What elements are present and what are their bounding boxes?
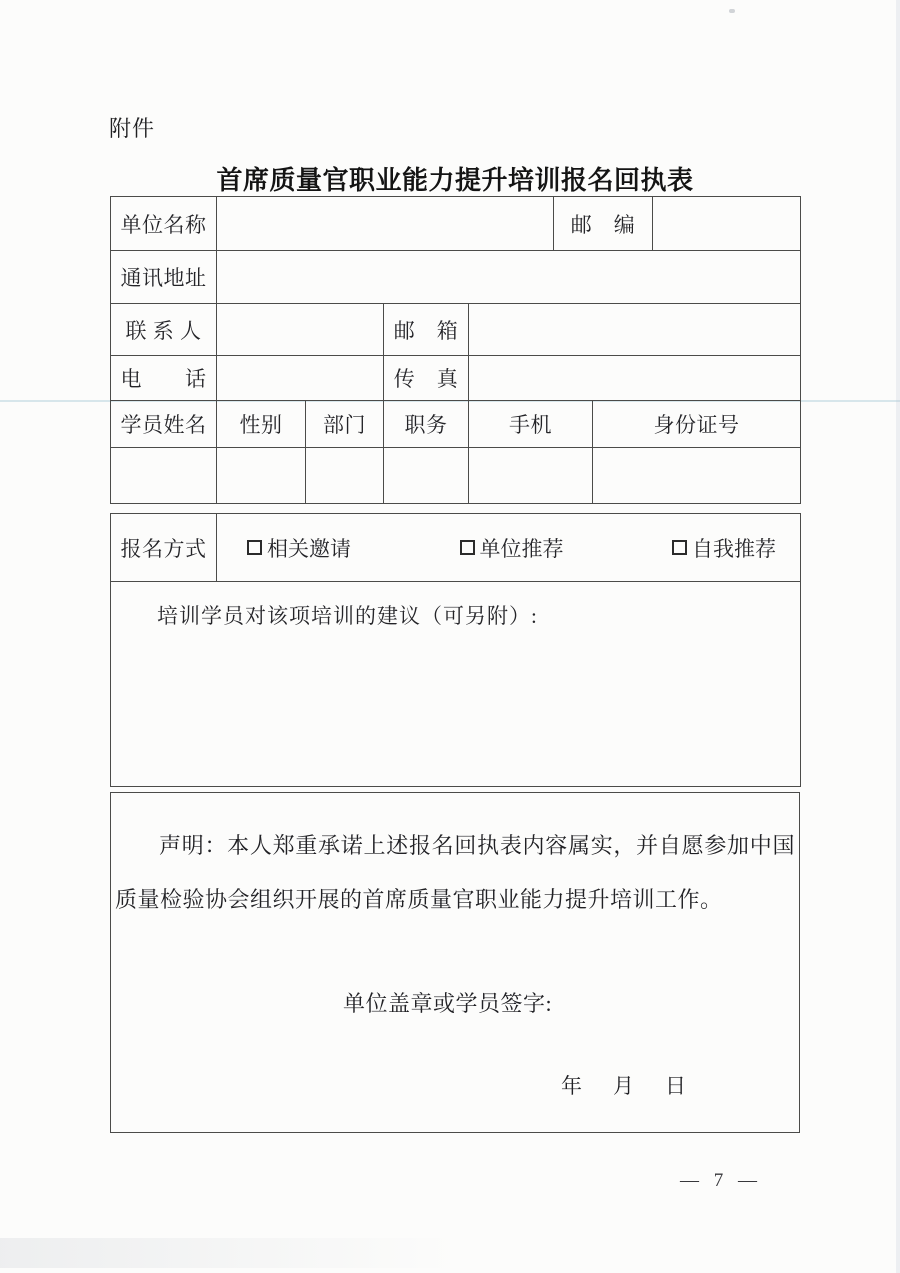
- page-number: — 7 —: [680, 1170, 762, 1191]
- registration-options-cell: [217, 514, 801, 582]
- student-id-number-field[interactable]: [593, 448, 801, 504]
- contact-person-field[interactable]: [217, 304, 384, 356]
- students-header-row: [111, 401, 801, 448]
- option-invitation[interactable]: [247, 533, 351, 563]
- registration-method-row: [111, 514, 801, 582]
- student-position-field[interactable]: [384, 448, 469, 504]
- suggestion-area[interactable]: [111, 582, 801, 787]
- declaration-box: [110, 792, 800, 1133]
- checkbox-unit-recommendation-icon[interactable]: [460, 540, 475, 555]
- date-line[interactable]: 年 月 日: [561, 1074, 691, 1098]
- signature-label[interactable]: 单位盖章或学员签字:: [343, 991, 553, 1016]
- fax-label: 传 真: [384, 356, 469, 401]
- header-department: 部门: [306, 401, 384, 448]
- option-invitation-label: 相关邀请: [267, 536, 351, 561]
- scan-speck: [729, 9, 735, 13]
- attachment-label: 附件: [109, 116, 156, 141]
- contact-person-row: [111, 304, 801, 356]
- registration-options: [217, 533, 800, 563]
- registration-table: [110, 513, 801, 787]
- student-mobile-field[interactable]: [469, 448, 593, 504]
- phone-label: 电 话: [111, 356, 217, 401]
- fax-field[interactable]: [469, 356, 801, 401]
- header-mobile: 手机: [469, 401, 593, 448]
- header-position: 职务: [384, 401, 469, 448]
- postal-code-field[interactable]: [653, 197, 801, 251]
- header-gender: 性别: [217, 401, 306, 448]
- form-title: 首席质量官职业能力提升培训报名回执表: [216, 165, 694, 195]
- unit-name-field[interactable]: [217, 197, 554, 251]
- phone-field[interactable]: [217, 356, 384, 401]
- student-name-field[interactable]: [111, 448, 217, 504]
- address-label: 通讯地址: [111, 251, 217, 304]
- header-id-number: 身份证号: [593, 401, 801, 448]
- address-field[interactable]: [217, 251, 801, 304]
- checkbox-invitation-icon[interactable]: [247, 540, 262, 555]
- contact-info-table: [110, 196, 801, 504]
- option-self-recommendation[interactable]: [672, 533, 776, 563]
- declaration-text: 声明：本人郑重承诺上述报名回执表内容属实，并自愿参加中国质量检验协会组织开展的首席质量官职业能力提升培训工作。: [115, 833, 795, 912]
- address-row: [111, 251, 801, 304]
- checkbox-self-recommendation-icon[interactable]: [672, 540, 687, 555]
- option-unit-recommendation[interactable]: [460, 533, 564, 563]
- phone-row: [111, 356, 801, 401]
- option-unit-recommendation-label: 单位推荐: [479, 536, 564, 561]
- suggestion-label: 培训学员对该项培训的建议（可另附）:: [157, 604, 538, 628]
- registration-method-label: 报名方式: [111, 514, 217, 582]
- student-entry-row: [111, 448, 801, 504]
- postal-code-label: 邮 编: [554, 197, 653, 251]
- unit-name-row: [111, 197, 801, 251]
- student-gender-field[interactable]: [217, 448, 306, 504]
- option-self-recommendation-label: 自我推荐: [692, 536, 776, 561]
- suggestion-row: [111, 582, 801, 787]
- email-field[interactable]: [469, 304, 801, 356]
- scan-bottom-smudge: [0, 1238, 460, 1268]
- student-department-field[interactable]: [306, 448, 384, 504]
- email-label: 邮 箱: [384, 304, 469, 356]
- header-student-name: 学员姓名: [111, 401, 217, 448]
- unit-name-label: 单位名称: [111, 197, 217, 251]
- contact-person-label: 联 系 人: [111, 304, 217, 356]
- scan-edge-streak: [896, 0, 900, 1273]
